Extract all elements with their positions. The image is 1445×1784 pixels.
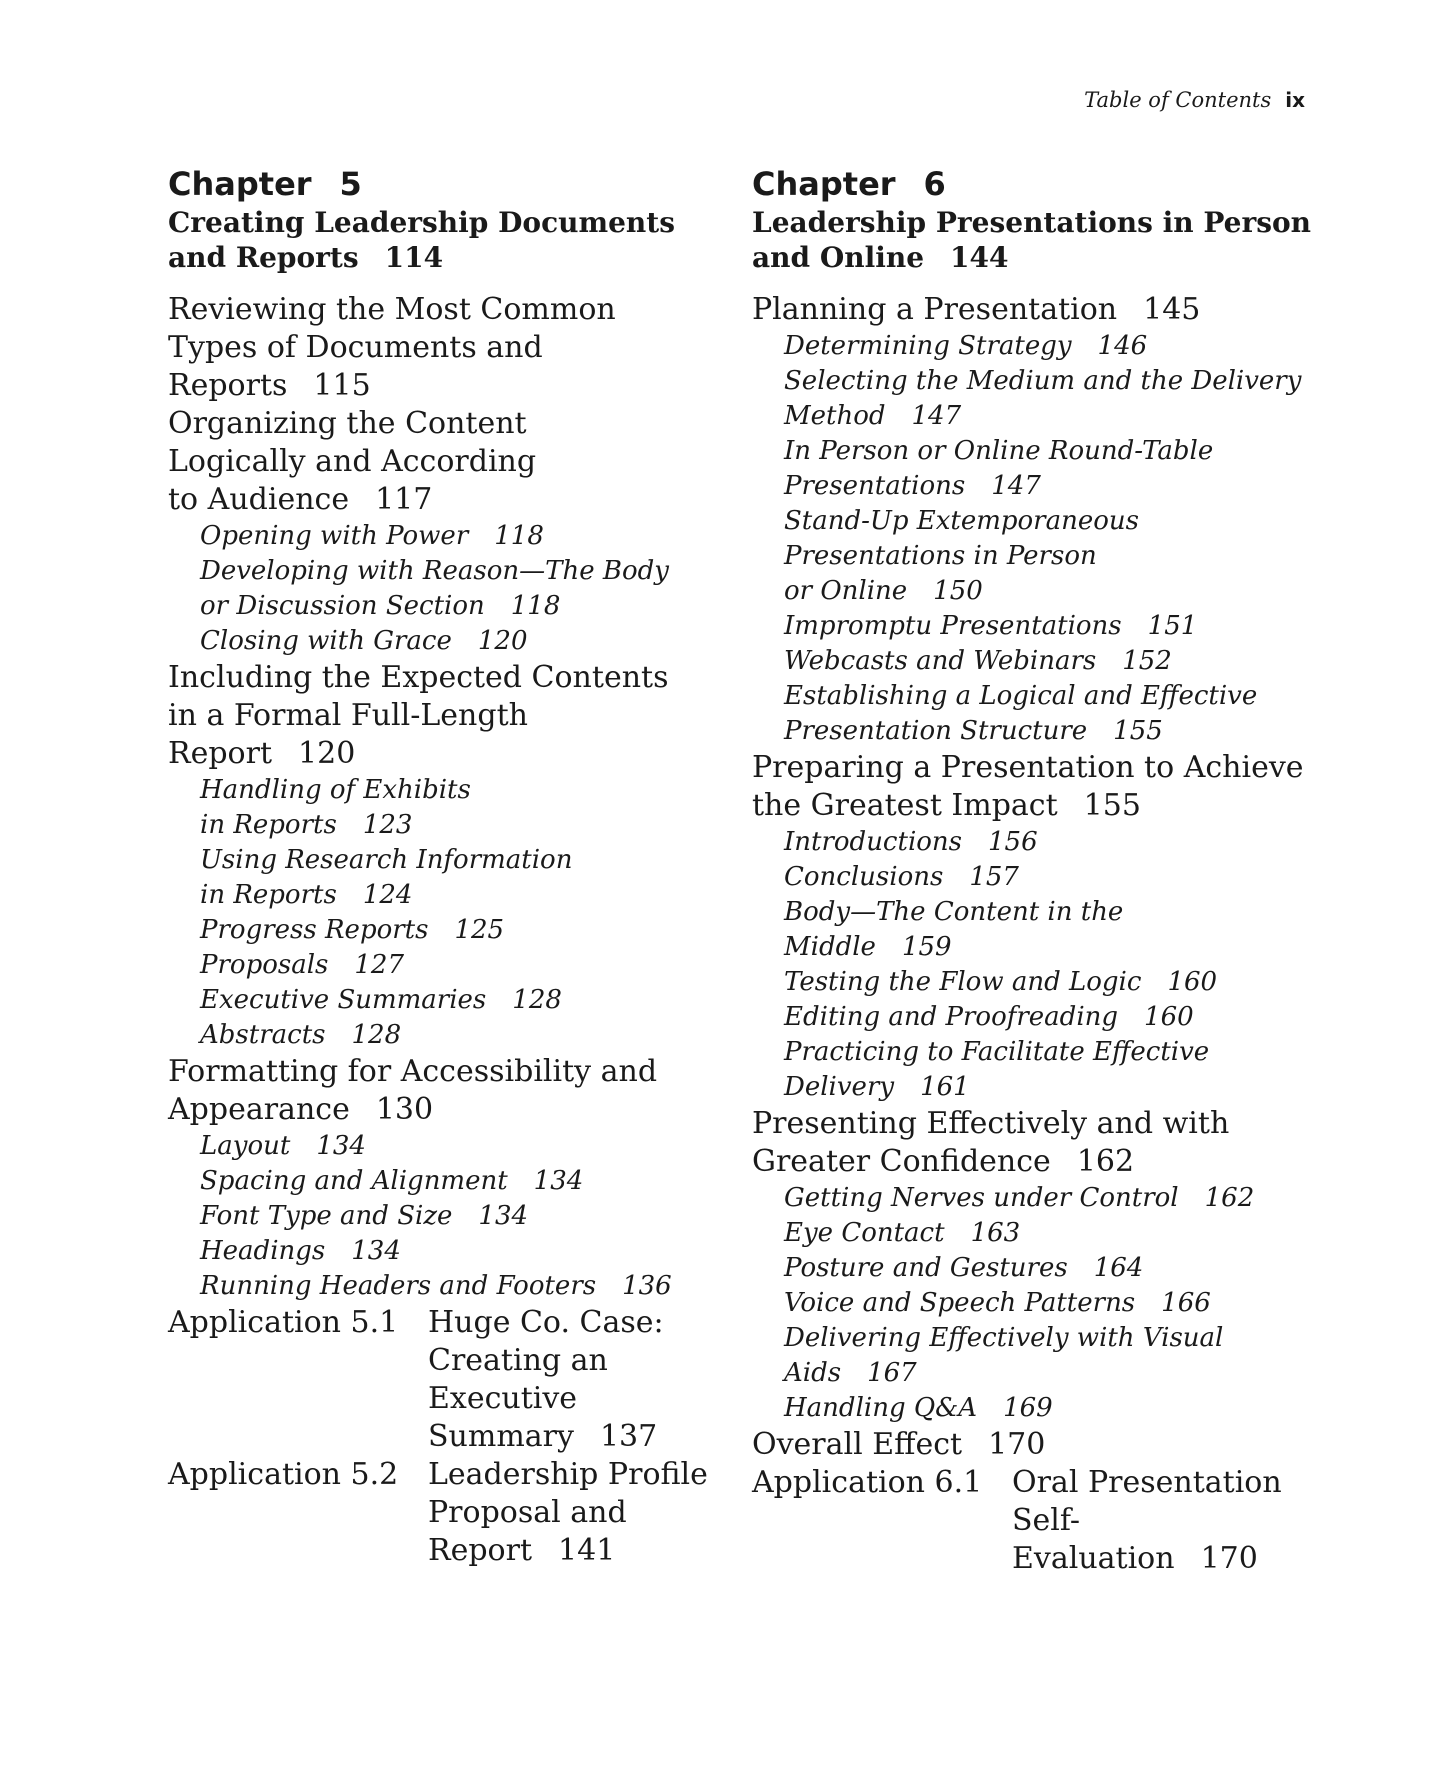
subsection-line: [752, 1000, 1312, 1035]
subsection-line: [168, 554, 728, 589]
subsection-page-number: 157: [969, 862, 1019, 892]
chapter-title-line: Creating Leadership Documents: [168, 206, 675, 239]
application-text: Huge Co. Case:: [428, 1305, 664, 1340]
chapter-title: [752, 205, 1312, 275]
section-text: Reviewing the Most Common: [168, 292, 616, 327]
application-text: Creating an: [428, 1343, 608, 1378]
toc-section: [168, 291, 728, 405]
toc-subsection: [752, 1286, 1312, 1321]
toc-subsection: [168, 843, 728, 913]
subsection-text: Presentations in Person: [784, 541, 1097, 571]
subsection-text: Developing with Reason—The Body: [200, 556, 669, 586]
subsection-line: [752, 1356, 1312, 1391]
section-text: Report: [168, 736, 273, 771]
toc-subsection: [752, 895, 1312, 965]
section-text: Presenting Effectively and with: [752, 1106, 1230, 1141]
section-page-number: 115: [313, 368, 371, 403]
application-entry: [752, 1464, 1312, 1578]
section-text: Formatting for Accessibility and: [168, 1054, 658, 1089]
subsection-text: Body—The Content in the: [784, 897, 1124, 927]
application-label: Application 6.1: [752, 1465, 983, 1500]
application-text: Report: [428, 1533, 533, 1568]
toc-section: [752, 291, 1312, 749]
chapter-page-number: 144: [950, 241, 1009, 274]
toc-subsection: [168, 1199, 728, 1234]
toc-subsection: [752, 1181, 1312, 1216]
subsection-page-number: 159: [901, 932, 952, 962]
section-text: to Audience: [168, 482, 350, 517]
subsection-line: [752, 965, 1312, 1000]
subsection-line: [168, 808, 728, 843]
subsection-page-number: 156: [988, 827, 1038, 857]
section-line: [168, 329, 728, 367]
section-page-number: 170: [988, 1427, 1046, 1462]
section-page-number: 162: [1076, 1144, 1135, 1179]
subsection-page-number: 166: [1161, 1288, 1211, 1318]
toc-subsection: [168, 1164, 728, 1199]
section-line: [752, 1426, 1312, 1464]
section-text: Types of Documents and: [168, 330, 543, 365]
section-line: [168, 1091, 728, 1129]
subsection-page-number: 146: [1097, 331, 1148, 361]
subsection-text: Selecting the Medium and the Delivery: [784, 366, 1302, 396]
section-text: Appearance: [168, 1092, 350, 1127]
toc-subsection: [752, 434, 1312, 504]
chapter-label: [168, 165, 728, 203]
subsection-page-number: 155: [1113, 716, 1163, 746]
toc-section: [168, 1053, 728, 1304]
application-line: [428, 1532, 728, 1570]
subsection-page-number: 160: [1144, 1002, 1194, 1032]
toc-subsection: [168, 1269, 728, 1304]
chapter-title-line: [168, 240, 728, 275]
subsection-text: Eye Contact: [784, 1218, 945, 1248]
subsection-page-number: 124: [362, 880, 413, 910]
subsection-line: [752, 825, 1312, 860]
toc-section: [752, 1105, 1312, 1426]
section-page-number: 155: [1083, 788, 1141, 823]
subsection-text: Webcasts and Webinars: [784, 646, 1097, 676]
chapter-label: [752, 165, 1312, 203]
subsection-page-number: 134: [478, 1201, 529, 1231]
subsection-text: in Reports: [200, 810, 337, 840]
application-line: [1012, 1502, 1312, 1578]
subsection-page-number: 151: [1147, 611, 1198, 641]
subsection-line: [168, 948, 728, 983]
subsection-page-number: 134: [533, 1166, 584, 1196]
subsection-text: Font Type and Size: [200, 1201, 453, 1231]
subsection-line: [752, 1286, 1312, 1321]
subsection-page-number: 162: [1204, 1183, 1255, 1213]
section-text: Reports: [168, 368, 288, 403]
subsection-line: [752, 860, 1312, 895]
toc-section: [752, 749, 1312, 1105]
application-page-number: 170: [1200, 1541, 1258, 1576]
running-title: Table of Contents: [1084, 88, 1272, 112]
subsection-page-number: 128: [512, 985, 562, 1015]
chapter-page-number: 114: [384, 241, 444, 274]
toc-entries: [168, 291, 728, 1570]
application-title: [1012, 1464, 1312, 1578]
subsection-line: [752, 539, 1312, 574]
subsection-line: [168, 913, 728, 948]
toc-subsection: [752, 1000, 1312, 1035]
application-label: Application 5.2: [168, 1457, 399, 1492]
toc-subsection: [752, 860, 1312, 895]
application-text: Summary: [428, 1419, 574, 1454]
subsection-text: Stand-Up Extemporaneous: [784, 506, 1139, 536]
application-text: Leadership Profile: [428, 1457, 708, 1492]
application-page-number: 137: [599, 1419, 658, 1454]
subsection-text: or Online: [784, 576, 908, 606]
section-text: Including the Expected Contents: [168, 660, 669, 695]
subsection-page-number: 128: [351, 1020, 402, 1050]
toc-subsection: [752, 609, 1312, 644]
section-line: [168, 291, 728, 329]
subsection-line: [752, 469, 1312, 504]
section-line: [168, 481, 728, 519]
toc-subsection: [168, 773, 728, 843]
subsection-text: Spacing and Alignment: [200, 1166, 508, 1196]
application-line: [428, 1380, 728, 1418]
application-line: [428, 1418, 728, 1456]
toc-subsection: [752, 504, 1312, 609]
subsection-page-number: 169: [1003, 1393, 1053, 1423]
subsection-text: Conclusions: [784, 862, 944, 892]
application-line: [1012, 1464, 1312, 1502]
subsection-page-number: 125: [454, 915, 505, 945]
subsection-page-number: 167: [867, 1358, 917, 1388]
subsection-text: Progress Reports: [200, 915, 429, 945]
subsection-line: [752, 364, 1312, 399]
chapter-6-column: [752, 165, 1312, 1578]
toc-subsection: [752, 1391, 1312, 1426]
subsection-text: Posture and Gestures: [784, 1253, 1068, 1283]
application-line: [428, 1494, 728, 1532]
toc-subsection: [752, 825, 1312, 860]
subsection-text: Establishing a Logical and Effective: [784, 681, 1258, 711]
subsection-line: [168, 843, 728, 878]
section-text: the Greatest Impact: [752, 788, 1058, 823]
toc-subsection: [168, 1234, 728, 1269]
subsection-text: Opening with Power: [200, 521, 469, 551]
chapter-title-text: and Reports: [168, 241, 359, 274]
section-text: Logically and According: [168, 444, 537, 479]
toc-section: [752, 1426, 1312, 1464]
section-page-number: 145: [1143, 292, 1201, 327]
application-label: Application 5.1: [168, 1305, 399, 1340]
application-title: [428, 1456, 728, 1570]
subsection-text: Using Research Information: [200, 845, 573, 875]
subsection-text: or Discussion Section: [200, 591, 485, 621]
toc-subsection: [752, 329, 1312, 364]
toc-subsection: [752, 1035, 1312, 1105]
subsection-text: Delivery: [784, 1072, 895, 1102]
toc-subsection: [752, 1216, 1312, 1251]
subsection-text: Abstracts: [200, 1020, 326, 1050]
subsection-text: Testing the Flow and Logic: [784, 967, 1142, 997]
subsection-line: [168, 1199, 728, 1234]
toc-subsection: [752, 364, 1312, 434]
application-text: Proposal and: [428, 1495, 627, 1530]
subsection-line: [752, 644, 1312, 679]
subsection-page-number: 161: [920, 1072, 970, 1102]
subsection-page-number: 118: [494, 521, 544, 551]
section-page-number: 117: [375, 482, 433, 517]
chapter-word: Chapter: [168, 165, 312, 203]
application-text: Self-Evaluation: [1012, 1503, 1175, 1576]
application-text: Executive: [428, 1381, 578, 1416]
subsection-line: [752, 1216, 1312, 1251]
subsection-text: Layout: [200, 1131, 291, 1161]
chapter-title-line: Leadership Presentations in Person: [752, 206, 1312, 239]
subsection-text: Voice and Speech Patterns: [784, 1288, 1136, 1318]
toc-subsection: [752, 1321, 1312, 1391]
subsection-page-number: 160: [1167, 967, 1218, 997]
subsection-page-number: 118: [510, 591, 561, 621]
section-line: [168, 735, 728, 773]
subsection-text: in Reports: [200, 880, 337, 910]
subsection-text: Introductions: [784, 827, 963, 857]
toc-subsection: [168, 519, 728, 554]
toc-subsection: [168, 554, 728, 624]
subsection-line: [752, 1035, 1312, 1070]
subsection-line: [752, 1070, 1312, 1105]
application-line: [428, 1342, 728, 1380]
subsection-text: Headings: [200, 1236, 326, 1266]
section-text: Preparing a Presentation to Achieve: [752, 750, 1304, 785]
section-text: in a Formal Full-Length: [168, 698, 528, 733]
subsection-page-number: 127: [354, 950, 405, 980]
subsection-page-number: 163: [970, 1218, 1021, 1248]
application-line: [428, 1304, 728, 1342]
subsection-text: Executive Summaries: [200, 985, 487, 1015]
subsection-line: [752, 1321, 1312, 1356]
subsection-line: [168, 1129, 728, 1164]
section-text: Greater Confidence: [752, 1144, 1051, 1179]
subsection-line: [752, 609, 1312, 644]
subsection-page-number: 134: [316, 1131, 366, 1161]
subsection-line: [752, 895, 1312, 930]
subsection-text: Method: [784, 401, 886, 431]
subsection-line: [752, 399, 1312, 434]
application-page-number: 141: [558, 1533, 616, 1568]
chapter-number: 5: [339, 165, 362, 203]
subsection-page-number: 164: [1093, 1253, 1144, 1283]
subsection-text: Proposals: [200, 950, 329, 980]
subsection-line: [752, 434, 1312, 469]
section-text: Overall Effect: [752, 1427, 963, 1462]
section-page-number: 130: [375, 1092, 434, 1127]
subsection-text: Presentations: [784, 471, 966, 501]
section-line: [168, 1053, 728, 1091]
chapter-word: Chapter: [752, 165, 896, 203]
subsection-text: Delivering Effectively with Visual: [784, 1323, 1224, 1353]
toc-section: [168, 659, 728, 1053]
section-line: [752, 749, 1312, 787]
section-text: Planning a Presentation: [752, 292, 1118, 327]
subsection-page-number: 152: [1122, 646, 1172, 676]
subsection-text: Editing and Proofreading: [784, 1002, 1119, 1032]
subsection-line: [168, 519, 728, 554]
subsection-line: [168, 624, 728, 659]
subsection-line: [168, 878, 728, 913]
subsection-text: Running Headers and Footers: [200, 1271, 597, 1301]
chapter-title-line: [752, 240, 1312, 275]
subsection-line: [752, 504, 1312, 539]
section-line: [168, 367, 728, 405]
subsection-line: [168, 589, 728, 624]
page-number: ix: [1285, 88, 1305, 112]
subsection-page-number: 134: [351, 1236, 401, 1266]
section-line: [168, 659, 728, 697]
subsection-line: [752, 1251, 1312, 1286]
subsection-text: In Person or Online Round-Table: [784, 436, 1214, 466]
toc-subsection: [752, 1251, 1312, 1286]
subsection-line: [168, 1018, 728, 1053]
subsection-line: [752, 1181, 1312, 1216]
section-text: Organizing the Content: [168, 406, 527, 441]
chapter-title-text: and Online: [752, 241, 925, 274]
section-line: [168, 405, 728, 443]
toc-subsection: [752, 679, 1312, 749]
toc-subsection: [168, 913, 728, 948]
section-line: [752, 291, 1312, 329]
subsection-page-number: 147: [991, 471, 1041, 501]
running-header: [1084, 88, 1305, 112]
subsection-page-number: 120: [477, 626, 528, 656]
section-line: [752, 787, 1312, 825]
application-entry: [168, 1304, 728, 1456]
subsection-page-number: 136: [622, 1271, 672, 1301]
subsection-line: [168, 773, 728, 808]
chapter-number: 6: [923, 165, 946, 203]
subsection-text: Getting Nerves under Control: [784, 1183, 1179, 1213]
application-title: [428, 1304, 728, 1456]
subsection-line: [752, 679, 1312, 714]
subsection-text: Determining Strategy: [784, 331, 1072, 361]
subsection-line: [752, 930, 1312, 965]
application-text: Oral Presentation: [1012, 1465, 1282, 1500]
toc-subsection: [168, 948, 728, 983]
subsection-page-number: 147: [911, 401, 962, 431]
application-line: [428, 1456, 728, 1494]
subsection-page-number: 123: [362, 810, 413, 840]
subsection-line: [168, 1164, 728, 1199]
subsection-line: [752, 574, 1312, 609]
subsection-line: [168, 1234, 728, 1269]
section-page-number: 120: [298, 736, 356, 771]
toc-subsection: [752, 644, 1312, 679]
toc-subsection: [168, 1018, 728, 1053]
toc-section: [168, 405, 728, 659]
subsection-line: [168, 983, 728, 1018]
subsection-text: Impromptu Presentations: [784, 611, 1122, 641]
subsection-line: [752, 714, 1312, 749]
subsection-text: Middle: [784, 932, 876, 962]
chapter-title: [168, 205, 728, 275]
subsection-line: [168, 1269, 728, 1304]
section-line: [168, 443, 728, 481]
toc-subsection: [168, 624, 728, 659]
subsection-text: Handling Q&A: [784, 1393, 978, 1423]
subsection-text: Aids: [784, 1358, 842, 1388]
subsection-line: [752, 1391, 1312, 1426]
subsection-text: Handling of Exhibits: [200, 775, 471, 805]
subsection-text: Closing with Grace: [200, 626, 452, 656]
toc-subsection: [168, 1129, 728, 1164]
subsection-page-number: 150: [933, 576, 983, 606]
toc-subsection: [168, 983, 728, 1018]
subsection-text: Practicing to Facilitate Effective: [784, 1037, 1210, 1067]
toc-entries: [752, 291, 1312, 1578]
section-line: [752, 1143, 1312, 1181]
subsection-line: [752, 329, 1312, 364]
chapter-5-column: [168, 165, 728, 1570]
section-line: [168, 697, 728, 735]
section-line: [752, 1105, 1312, 1143]
toc-subsection: [752, 965, 1312, 1000]
application-entry: [168, 1456, 728, 1570]
subsection-text: Presentation Structure: [784, 716, 1088, 746]
